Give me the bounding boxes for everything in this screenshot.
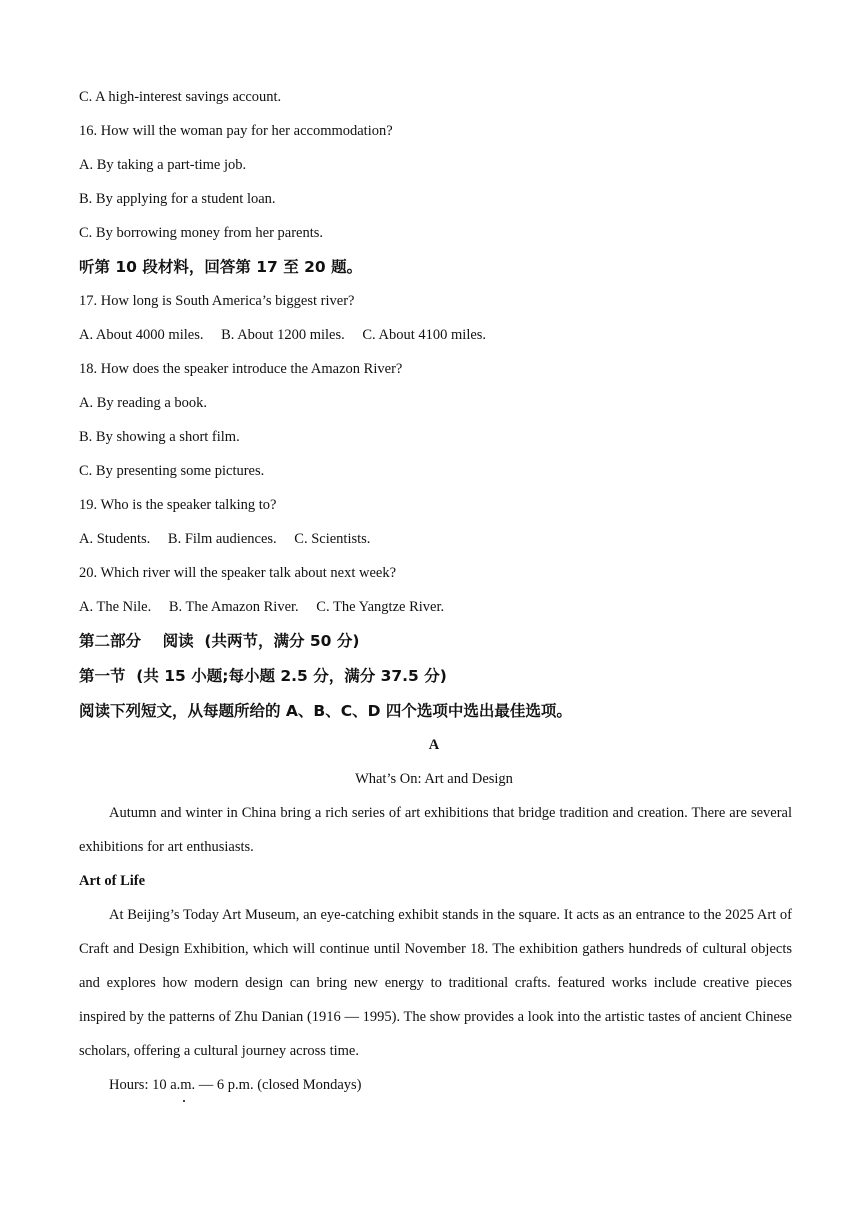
option-19a: A. Students. — [79, 531, 151, 547]
option-16c: C. By borrowing money from her parents. — [79, 225, 324, 241]
options-19 — [79, 529, 384, 549]
option-15c: C. A high-interest savings account. — [79, 89, 282, 105]
option-19c: C. Scientists. — [294, 531, 371, 547]
options-17 — [79, 325, 500, 345]
reading-instruction: 阅读下列短文，从每题所给的 A、B、C、D 四个选项中选出最佳选项。 — [79, 702, 572, 720]
part-two-heading: 第二部分 阅读 (共两节，满分 50 分) — [79, 632, 360, 650]
question-19: 19. Who is the speaker talking to? — [79, 497, 277, 513]
section-10-instruction: 听第 10 段材料，回答第 17 至 20 题。 — [79, 258, 363, 276]
option-20a: A. The Nile. — [79, 599, 152, 615]
passage-intro-text: Autumn and winter in China bring a rich series of art exhibitions that bridge tradition and creation. There are several exhibitions for art enthusiasts. — [79, 805, 792, 855]
option-16b: B. By applying for a student loan. — [79, 191, 276, 207]
hours-text: Hours: 10 a.m. — 6 p.m. (closed Mondays) — [109, 1077, 362, 1093]
option-18c: C. By presenting some pictures. — [79, 463, 265, 479]
option-20c: C. The Yangtze River. — [316, 599, 445, 615]
option-17b: B. About 1200 miles. — [221, 327, 345, 343]
question-20: 20. Which river will the speaker talk about next week? — [79, 565, 397, 581]
option-16a: A. By taking a part-time job. — [79, 157, 247, 173]
option-17a: A. About 4000 miles. — [79, 327, 204, 343]
question-16: 16. How will the woman pay for her accommodation? — [79, 123, 393, 139]
art-of-life-text: At Beijing’s Today Art Museum, an eye-catching exhibit stands in the square. It acts as an entrance to the 2025 Art of Craft and Design Exhibition, which will continue until November 18. The exhibition gathers hundreds of cultural objects and explores how modern design can bring new energy to traditional crafts. featured works include creative pieces inspired by the patterns of Zhu Danian (1916 — 1995). The show provides a look into the artistic tastes of ancient Chinese scholars, offering a cultural journey across time. — [79, 907, 792, 1059]
option-18a: A. By reading a book. — [79, 395, 208, 411]
section-heading-art-of-life: Art of Life — [79, 873, 146, 889]
art-of-life-paragraph — [79, 898, 792, 1068]
passage-letter: A — [428, 737, 440, 753]
stray-dot — [183, 1100, 185, 1102]
question-17: 17. How long is South America’s biggest river? — [79, 293, 355, 309]
question-18: 18. How does the speaker introduce the Amazon River? — [79, 361, 403, 377]
option-19b: B. Film audiences. — [167, 531, 277, 547]
section-one-heading: 第一节 (共 15 小题;每小题 2.5 分，满分 37.5 分) — [79, 667, 447, 685]
passage-intro — [79, 796, 792, 864]
option-17c: C. About 4100 miles. — [362, 327, 487, 343]
options-20 — [79, 597, 458, 617]
option-18b: B. By showing a short film. — [79, 429, 240, 445]
option-20b: B. The Amazon River. — [168, 599, 299, 615]
passage-title: What’s On: Art and Design — [355, 771, 513, 787]
